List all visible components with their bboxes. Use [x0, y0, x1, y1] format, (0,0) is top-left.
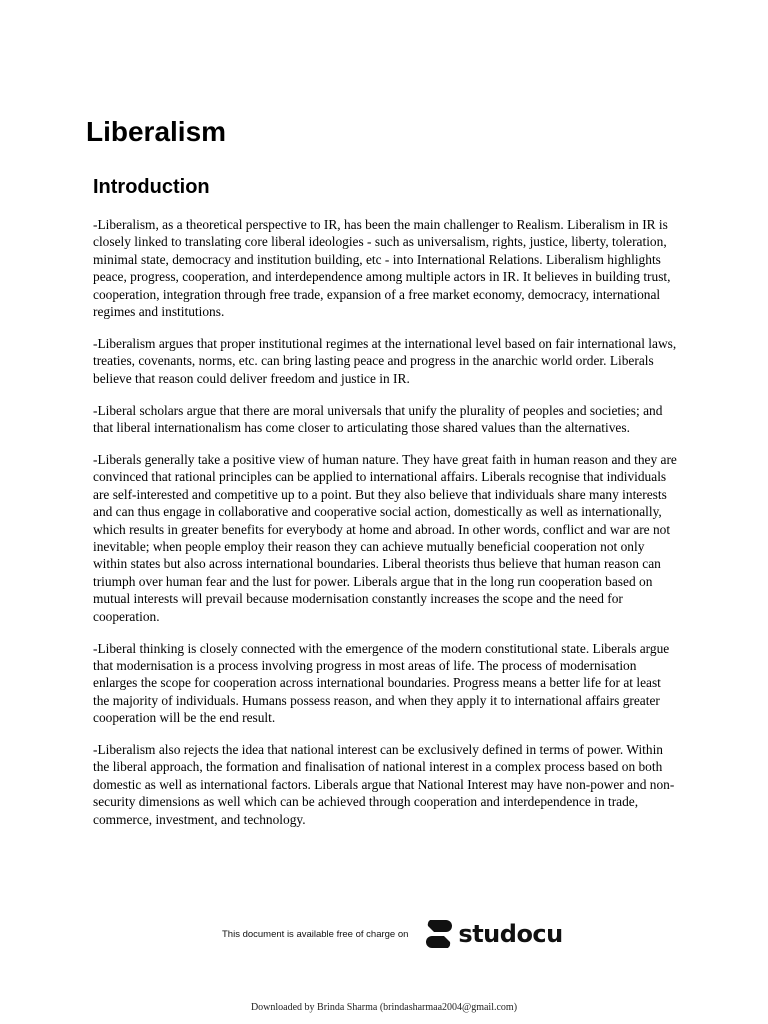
paragraph-2: -Liberalism argues that proper institutional regimes at the international level based on fair international laws, treaties, covenants, norms, etc. can bring lasting peace and progress in the anarchic world order. Liberals believe that reason could deliver freedom and justice in IR.: [93, 335, 677, 386]
paragraph-6: -Liberalism also rejects the idea that national interest can be exclusively defined in terms of power. Within the liberal approach, the formation and finalisation of national interest in a complex process based on both domestic as well as international factors. Liberals argue that National Interest may have non-power and non-security dimensions as well which can be achieved through cooperation and interdependence in trade, commerce, investment, and technology.: [93, 742, 675, 827]
studocu-logo-icon: [424, 918, 454, 950]
document-body: [93, 216, 677, 843]
studocu-banner[interactable]: [222, 916, 563, 952]
paragraph-1: -Liberalism, as a theoretical perspective to IR, has been the main challenger to Realism. Liberalism in IR is closely linked to translating core liberal ideologies - such as universalism, rights, justice, liberty, toleration, minimal state, democracy and institution building, etc - into International Relations. Liberalism highlights peace, progress, cooperation, and interdependence among multiple actors in IR. It believes in building trust, cooperation, integration through free trade, expansion of a free market economy, democracy, international regimes and institutions.: [93, 217, 671, 320]
paragraph-5: -Liberal thinking is closely connected with the emergence of the modern constitutional state. Liberals argue that modernisation is a process involving progress in most areas of life. The process of modernisation enlarges the scope for cooperation across international boundaries. Progress means a better life for at least the majority of individuals. Humans possess reason, and when they apply it to international affairs greater cooperation will be the end result.: [93, 640, 670, 726]
download-note: Downloaded by Brinda Sharma (brindasharmaa2004@gmail.com): [250, 1002, 518, 1013]
paragraph-4: -Liberals generally take a positive view of human nature. They have great faith in human reason and they are convinced that rational principles can be applied to international affairs. Liberals recognise that individuals are self-interested and competitive up to a point. But they also believe that individuals share many interests and can thus engage in collaborative and cooperative social action, domestically as well as internationally, which results in greater benefits for everybody at home and abroad. In other words, conflict and war are not inevitable; when people employ their reason they can achieve mutually beneficial cooperation not only within states but also across international boundaries. Liberal theorists thus believe that human reason can triumph over human fear and the lust for power. Liberals argue that in the long run cooperation based on mutual interests will prevail because modernisation constantly increases the scope and the need for cooperation.: [93, 451, 677, 624]
section-heading: Introduction: [93, 176, 210, 198]
paragraph-3: -Liberal scholars argue that there are moral universals that unify the plurality of peoples and societies; and that liberal internationalism has come closer to articulating those shared values than the alternatives.: [93, 402, 663, 436]
availability-text: This document is available free of charge on: [222, 928, 409, 940]
studocu-wordmark: studocu: [458, 920, 563, 948]
document-title: Liberalism: [86, 116, 227, 147]
